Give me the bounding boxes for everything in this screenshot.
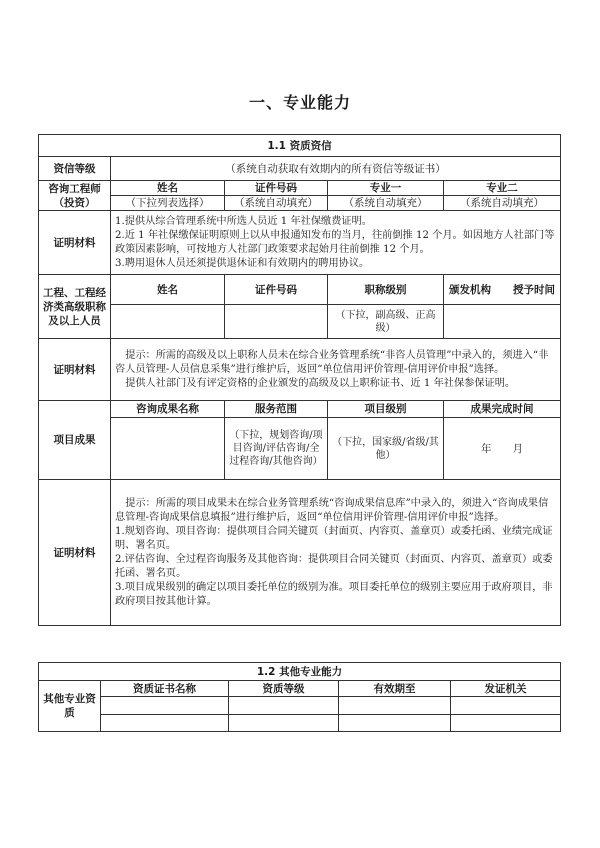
- section-2-title: 1.2 其他专业能力: [39, 663, 561, 681]
- proof2-row: [39, 339, 561, 401]
- senior-id-cell[interactable]: [225, 305, 328, 339]
- proof1-line-3: 3.聘用退休人员还须提供退休证和有效期内的聘用协议。: [115, 257, 370, 269]
- senior-name-cell[interactable]: [111, 305, 225, 339]
- project-level-select[interactable]: （下拉，国家级/省级/其他）: [328, 418, 444, 480]
- senior-label: 工程、工程经济类高级职称及以上人员: [39, 275, 111, 339]
- other-expiry-cell[interactable]: [339, 715, 451, 732]
- proof3-row: [39, 480, 561, 626]
- qual-level-row: [39, 157, 561, 181]
- senior-issuer-time-cell[interactable]: [444, 305, 561, 339]
- engineer-value-row: [39, 196, 561, 211]
- other-header-cert: 资质证书名称: [101, 681, 229, 697]
- other-issuer-cell[interactable]: [451, 697, 561, 715]
- senior-header-level: 职称级别: [328, 275, 444, 305]
- senior-header-issuer: 颁发机构: [449, 283, 492, 296]
- other-row-2: [39, 715, 561, 732]
- project-time-field[interactable]: 年 月: [444, 418, 561, 480]
- proof3-line-2: 1.规划咨询、项目咨询：提供项目合同关键页（封面页、内容页、盖章页）或委托函、业绩完成证明、署名页。: [115, 525, 553, 551]
- engineer-header-major2: 专业二: [444, 181, 561, 196]
- proof1-line-2: 2.近 1 年社保缴保证明原则上以从申报通知发布的当月，往前倒推 12 个月。如因地方人社部门等政策因素影响，可按地方人社部门政策要求起始月往前倒推 12 个月。: [115, 229, 555, 255]
- senior-header-name: 姓名: [111, 275, 225, 305]
- engineer-label: [39, 181, 111, 211]
- senior-header-row: [39, 275, 561, 305]
- engineer-major1-field[interactable]: （系统自动填充）: [328, 196, 444, 211]
- proof3-line-3: 2.评估咨询、全过程咨询服务及其他咨询：提供项目合同关键页（封面页、内容页、盖章页）或委托函、署名页。: [115, 553, 553, 579]
- proof3-line-4: 3.项目成果级别的确定以项目委托单位的级别为准。项目委托单位的级别主要应用于政府项目，非政府项目按其他计算。: [115, 581, 553, 607]
- section-2-header-row: [39, 663, 561, 681]
- proof2-line-1: 提示：所需的高级及以上职称人员未在综合业务管理系统“非咨人员管理”中录入的，须进入“非咨人员管理-人员信息采集”进行维护后，返回“单位信用评价管理-信用评价申报”选择。: [115, 349, 549, 375]
- project-scope-select[interactable]: （下拉，规划咨询/项目咨询/评估咨询/全过程咨询/其他咨询）: [225, 418, 328, 480]
- other-qualification-table: [38, 662, 561, 732]
- engineer-header-name: 姓名: [111, 181, 225, 196]
- project-name-cell[interactable]: [111, 418, 225, 480]
- senior-level-select[interactable]: （下拉，副高级、正高级）: [328, 305, 444, 339]
- proof1-content: [111, 211, 561, 275]
- project-header-name: 咨询成果名称: [111, 401, 225, 418]
- proof2-line-2: 提供人社部门及有评定资格的企业颁发的高级及以上职称证书、近 1 年社保参保证明。: [125, 377, 516, 389]
- proof2-content: [111, 339, 561, 401]
- senior-header-time: 授予时间: [512, 283, 555, 296]
- engineer-id-field[interactable]: （系统自动填充）: [225, 196, 328, 211]
- engineer-label-line1: 咨询工程师: [48, 182, 101, 195]
- engineer-label-line2: （投资）: [53, 196, 96, 209]
- other-level-cell[interactable]: [229, 697, 339, 715]
- section-1-header-row: [39, 135, 561, 157]
- other-cert-cell[interactable]: [101, 697, 229, 715]
- senior-header-id: 证件号码: [225, 275, 328, 305]
- other-header-issuer: 发证机关: [451, 681, 561, 697]
- section-1-title: 1.1 资质资信: [39, 135, 561, 157]
- senior-value-row: [39, 305, 561, 339]
- proof3-label: 证明材料: [39, 480, 111, 626]
- project-label: 项目成果: [39, 401, 111, 480]
- other-header-level: 资质等级: [229, 681, 339, 697]
- proof2-label: 证明材料: [39, 339, 111, 401]
- proof1-label: 证明材料: [39, 211, 111, 275]
- project-header-time: 成果完成时间: [444, 401, 561, 418]
- other-expiry-cell[interactable]: [339, 697, 451, 715]
- proof3-content: [111, 480, 561, 626]
- other-header-row: [39, 681, 561, 697]
- qualification-table: [38, 134, 561, 626]
- project-value-row: [39, 418, 561, 480]
- engineer-header-row: [39, 181, 561, 196]
- other-label: 其他专业资质: [39, 681, 101, 732]
- proof1-row: [39, 211, 561, 275]
- other-level-cell[interactable]: [229, 715, 339, 732]
- senior-header-issuer-time: [444, 275, 561, 305]
- other-header-expiry: 有效期至: [339, 681, 451, 697]
- engineer-header-major1: 专业一: [328, 181, 444, 196]
- engineer-name-select[interactable]: （下拉列表选择）: [111, 196, 225, 211]
- engineer-header-id: 证件号码: [225, 181, 328, 196]
- other-row-1: [39, 697, 561, 715]
- proof3-line-1: 提示：所需的项目成果未在综合业务管理系统“咨询成果信息库”中录入的，须进入“咨询成果信息管理-咨询成果信息填报”进行维护后，返回“单位信用评价管理-信用评价申报”选择。: [115, 497, 549, 523]
- page-title: 一、专业能力: [248, 93, 351, 112]
- project-header-scope: 服务范围: [225, 401, 328, 418]
- qual-level-text[interactable]: （系统自动获取有效期内的所有资信等级证书）: [111, 157, 561, 181]
- other-issuer-cell[interactable]: [451, 715, 561, 732]
- project-header-row: [39, 401, 561, 418]
- qual-level-label: 资信等级: [39, 157, 111, 181]
- other-cert-cell[interactable]: [101, 715, 229, 732]
- proof1-line-1: 1.提供从综合管理系统中所选人员近 1 年社保缴费证明。: [115, 215, 372, 227]
- engineer-major2-field[interactable]: （系统自动填充）: [444, 196, 561, 211]
- project-header-level: 项目级别: [328, 401, 444, 418]
